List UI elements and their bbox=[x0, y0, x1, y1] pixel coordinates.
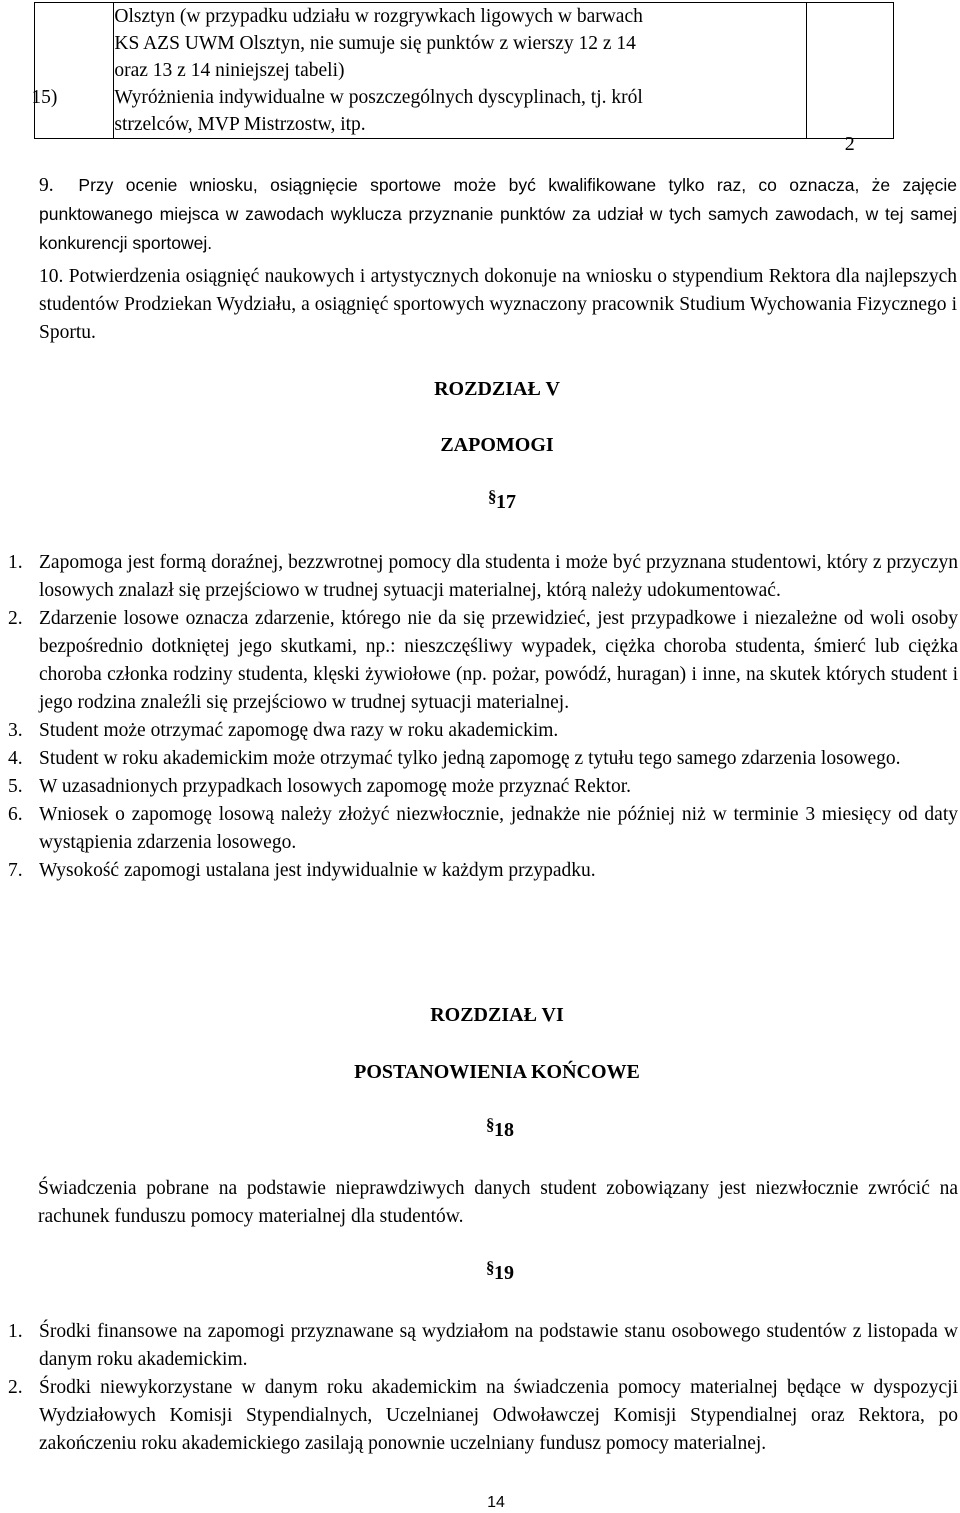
list-item bbox=[8, 1374, 958, 1458]
list-item bbox=[8, 717, 958, 745]
row-15-number: 15) bbox=[31, 87, 58, 108]
table-number-cell bbox=[35, 3, 114, 139]
item-text: Środki niewykorzystane w danym roku akademickim na świadczenia pomocy materialnej będące w dyspozycji Wydziałowych Komisji Stypendialnych, Uczelnianej Odwoławczej Komisji Stypendialnej oraz Rektora, po zakończeniu roku akademickiego zasilają ponownie uczelniany fundusz pomocy materialnej. bbox=[39, 1377, 958, 1454]
list-item bbox=[8, 857, 958, 885]
item-text bbox=[39, 171, 957, 258]
section-heading bbox=[486, 1115, 514, 1142]
item-text: Wniosek o zapomogę losową należy złożyć niezwłocznie, jednakże nie później niż w terminie 3 miesięcy od daty wystąpienia zdarzenia losowego. bbox=[39, 804, 958, 853]
table-text-line: Olsztyn (w przypadku udziału w rozgrywkach ligowych w barwach bbox=[114, 6, 643, 27]
page-number: 14 bbox=[487, 1494, 505, 1511]
table-text-line: KS AZS UWM Olsztyn, nie sumuje się punktów z wierszy 12 z 14 bbox=[114, 33, 636, 54]
item-text: W uzasadnionych przypadkach losowych zapomogę może przyznać Rektor. bbox=[39, 776, 632, 797]
item-text: Zdarzenie losowe oznacza zdarzenie, którego nie da się przewidzieć, jest przypadkowe i niezależne od woli osoby bezpośrednio dotkniętej jego skutkami, np.: nieszczęśliwy wypadek, ciężka choroba studenta, śmierć lub ciężka choroba członka rodziny studenta, klęski żywiołowe (np. pożar, powódź, huragan) i inne, na skutek których student i jego rodzina znaleźli się przejściowo w trudnej sytuacji materialnej. bbox=[39, 608, 958, 713]
list-item bbox=[8, 745, 958, 773]
points-value: 2 bbox=[844, 133, 855, 155]
item-text: Środki finansowe na zapomogi przyznawane są wydziałom na podstawie stanu osobowego studentów z listopada w danym roku akademickim. bbox=[39, 1321, 958, 1370]
item-number: 2. bbox=[8, 608, 23, 629]
list-item bbox=[8, 605, 958, 717]
list-item bbox=[8, 1318, 958, 1374]
item-number: 4. bbox=[8, 748, 23, 769]
list-item bbox=[8, 801, 958, 857]
table-row-15 bbox=[31, 84, 805, 138]
item-text bbox=[39, 263, 957, 347]
item-number: 10. bbox=[39, 266, 64, 287]
item-number: 9. bbox=[39, 175, 54, 196]
table-text-line: Wyróżnienia indywidualne w poszczególnych dyscyplinach, tj. król bbox=[114, 87, 643, 108]
section-heading bbox=[486, 1258, 514, 1285]
chapter-subtitle: ZAPOMOGI bbox=[440, 434, 554, 456]
section-number: 17 bbox=[496, 491, 516, 513]
section-heading bbox=[488, 487, 516, 514]
item-text: Zapomoga jest formą doraźnej, bezzwrotnej pomocy dla studenta i może być przyznana studentowi, który z przyczyn losowych znalazł się przejściowo w trudnej sytuacji materialnej, którą należy udokumentować. bbox=[39, 552, 958, 601]
section-number: 19 bbox=[494, 1262, 514, 1284]
chapter-title: ROZDZIAŁ V bbox=[434, 378, 560, 400]
chapter-title: ROZDZIAŁ VI bbox=[430, 1004, 564, 1026]
table-points-cell bbox=[806, 3, 893, 155]
item-number: 3. bbox=[8, 720, 23, 741]
table-text-line: strzelców, MVP Mistrzostw, itp. bbox=[114, 114, 366, 135]
points-table bbox=[31, 2, 894, 155]
item-number: 2. bbox=[8, 1377, 23, 1398]
item-number: 1. bbox=[8, 1321, 23, 1342]
section-number: 18 bbox=[494, 1119, 514, 1141]
list-item bbox=[8, 549, 958, 605]
section-sign: § bbox=[488, 487, 497, 506]
section-sign: § bbox=[486, 1258, 495, 1277]
item-number: 1. bbox=[8, 552, 23, 573]
table-text-line: oraz 13 z 14 niniejszej tabeli) bbox=[114, 60, 345, 81]
item-body: Potwierdzenia osiągnięć naukowych i artystycznych dokonuje na wniosku o stypendium Rektora dla najlepszych studentów Prodziekan Wydziału, a osiągnięć sportowych wyznaczony pracownik Studium Wychowania Fizycznego i Sportu. bbox=[39, 266, 957, 343]
section-18-text: Świadczenia pobrane na podstawie nieprawdziwych danych student zobowiązany jest niezwłocznie zwrócić na rachunek funduszu pomocy materialnej dla studentów. bbox=[38, 1178, 958, 1227]
item-text: Student w roku akademickim może otrzymać tylko jedną zapomogę z tytułu tego samego zdarzenia losowego. bbox=[39, 748, 901, 769]
item-body: Przy ocenie wniosku, osiągnięcie sportowe może być kwalifikowane tylko raz, co oznacza, że zajęcie punktowanego miejsca w zawodach wyklucza przyznanie punktów za udział w tych samych zawodach, w tej samej konkurencji sportowej. bbox=[39, 175, 958, 253]
chapter-subtitle: POSTANOWIENIA KOŃCOWE bbox=[354, 1061, 640, 1083]
item-number: 6. bbox=[8, 804, 23, 825]
item-number: 7. bbox=[8, 860, 23, 881]
list-item bbox=[8, 773, 958, 801]
item-number: 5. bbox=[8, 776, 23, 797]
section-sign: § bbox=[486, 1115, 495, 1134]
chapter5-list bbox=[8, 549, 958, 885]
item-text: Student może otrzymać zapomogę dwa razy w roku akademickim. bbox=[39, 720, 559, 741]
table-description-cell bbox=[31, 3, 806, 139]
item-text: Wysokość zapomogi ustalana jest indywidualnie w każdym przypadku. bbox=[39, 860, 596, 881]
chapter6-list bbox=[8, 1318, 958, 1458]
